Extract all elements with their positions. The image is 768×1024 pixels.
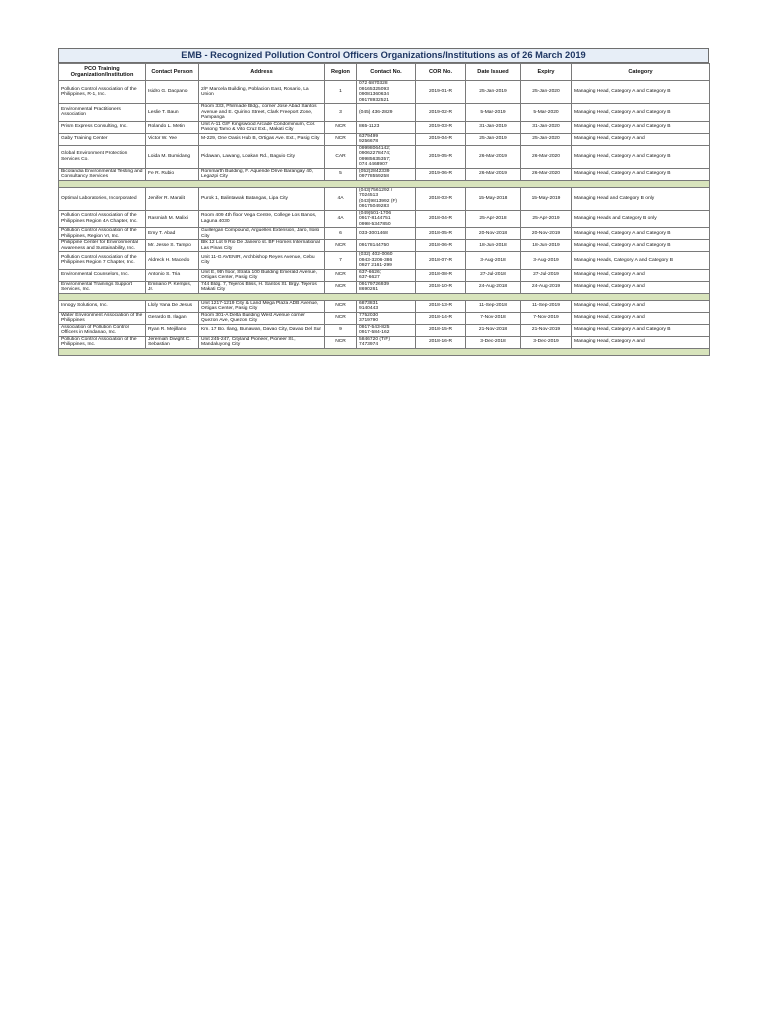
cell-contact-no: (052)2842339 09778559258	[357, 168, 416, 180]
cell-contact-person: Jeremiah Dwight C. Sebastian	[146, 336, 199, 348]
col-header-category: Category	[572, 64, 710, 81]
cell-contact-no: (049)501-1706 0917-8144751 0998-5347850	[357, 210, 416, 228]
cell-region: 6	[325, 228, 357, 240]
cell-contact-no: 09998064142; 09062278474; 09985635357; 074 4468907	[357, 145, 416, 168]
cell-cor-no: 2018-07-R	[416, 252, 466, 270]
cell-contact-no: 0917-543-825 0917-584-162	[357, 324, 416, 336]
cell-contact-no: 6379499 9256678	[357, 133, 416, 145]
cell-region: NCR	[325, 281, 357, 293]
cell-expiry: 11-Sep-2019	[521, 300, 572, 312]
cell-contact-person: Lloly Yana De Jesus	[146, 300, 199, 312]
col-header-region: Region	[325, 64, 357, 81]
cell-date-issued: 18-Jun-2018	[466, 240, 521, 252]
cell-category: Managing Head, Category A and	[572, 269, 710, 281]
cell-contact-no: 5846720 (T/F) 7473974	[357, 336, 416, 348]
cell-contact-no: 865-1123	[357, 121, 416, 133]
table-row	[59, 133, 710, 145]
cell-address: Unit 1217-1219 City & Land Mega Plaza ADB Avenue, Ortigas Center, Pasig City	[199, 300, 325, 312]
cell-contact-no: 09178144750	[357, 240, 416, 252]
cell-contact-person: Leslie T. Baun	[146, 104, 199, 122]
cell-date-issued: 31-Jan-2019	[466, 121, 521, 133]
cell-address: Unit E, 9th floor, Strata 100 Building Emerald Avenue, Ortigas Center, Pasig City	[199, 269, 325, 281]
cell-org: Prism Express Consulting, Inc.	[59, 121, 146, 133]
cell-contact-person: Gerardo B. Ilagan	[146, 312, 199, 324]
cell-contact-no: (043)7561292 / 7024513 (043)9813992 (F) 09175049283	[357, 187, 416, 210]
cell-contact-no: 09179726939 8690261	[357, 281, 416, 293]
cell-address: Guillergan Compound, Arguelles Extension, Jaro, Iloilo City	[199, 228, 325, 240]
cell-cor-no: 2019-05-R	[416, 145, 466, 168]
cell-cor-no: 2018-13-R	[416, 300, 466, 312]
table-row	[59, 252, 710, 270]
cell-org: Pollution Control Association of the Philippines, Region VI, Inc.	[59, 228, 146, 240]
cell-region: 1	[325, 81, 357, 104]
spreadsheet	[58, 48, 709, 356]
cell-category: Managing Head, Category A and Category B	[572, 228, 710, 240]
cell-region: 4A	[325, 210, 357, 228]
cell-date-issued: 21-Nov-2018	[466, 324, 521, 336]
cell-org: Bicolandia Environmental Testing and Consultancy Services	[59, 168, 146, 180]
cell-address: Rommarth Building, F. Aquende Drive Barangay 40, Legazpi City	[199, 168, 325, 180]
cell-address: Unit 11-G AVENIR, Archbishop Reyes Avenue, Cebu City	[199, 252, 325, 270]
table-row	[59, 312, 710, 324]
cell-region: 3	[325, 104, 357, 122]
cell-cor-no: 2018-16-R	[416, 336, 466, 348]
cell-date-issued: 27-Jul-2018	[466, 269, 521, 281]
col-header-cor-no: COR No.	[416, 64, 466, 81]
cell-org: Innogy Solutions, Inc.	[59, 300, 146, 312]
separator-cell	[59, 180, 710, 187]
cell-region: NCR	[325, 240, 357, 252]
table-row	[59, 104, 710, 122]
cell-date-issued: 15-May-2018	[466, 187, 521, 210]
cell-address: Unit 245-247, Cityland Pioneer, Pioneer St., Mandaluyong City	[199, 336, 325, 348]
cell-date-issued: 7-Nov-2018	[466, 312, 521, 324]
cell-contact-no: 033-3001468	[357, 228, 416, 240]
cell-region: NCR	[325, 312, 357, 324]
cell-category: Managing Head, Category A and	[572, 312, 710, 324]
table-row	[59, 81, 710, 104]
cell-contact-person: Antonio S. Tria	[146, 269, 199, 281]
cell-cor-no: 2019-01-R	[416, 81, 466, 104]
cell-address: 2/F Marcela Building, Poblacion East, Rosario, La Union	[199, 81, 325, 104]
cell-region: 9	[325, 324, 357, 336]
cell-expiry: 25-Jan-2020	[521, 81, 572, 104]
cell-cor-no: 2019-06-R	[416, 168, 466, 180]
cell-cor-no: 2018-06-R	[416, 240, 466, 252]
cell-category: Managing Head, Category A and Category B	[572, 121, 710, 133]
cell-contact-person: Victor W. Yee	[146, 133, 199, 145]
cell-org: Pollution Control Association of the Philippines, R-1, Inc.	[59, 81, 146, 104]
cell-category: Managing Head, Category A and	[572, 300, 710, 312]
table-row	[59, 210, 710, 228]
cell-date-issued: 25-Apr-2018	[466, 210, 521, 228]
cell-category: Managing Head, Category A and Category B	[572, 104, 710, 122]
cell-org: Environmental Counselors, Inc.	[59, 269, 146, 281]
cell-region: 7	[325, 252, 357, 270]
separator-cell	[59, 293, 710, 300]
cell-category: Managing Head, Category A and	[572, 336, 710, 348]
table-row	[59, 228, 710, 240]
cell-cor-no: 2019-02-R	[416, 104, 466, 122]
cell-category: Managing Heads and Category B only	[572, 210, 710, 228]
cell-expiry: 3-Aug-2019	[521, 252, 572, 270]
cell-expiry: 26-Mar-2020	[521, 168, 572, 180]
col-header-org: PCO Training Organization/Institution	[59, 64, 146, 81]
cell-org: Pollution Control Association of the Philippines Region 4A Chapter, Inc.	[59, 210, 146, 228]
cell-address: Room 409 4th floor Vega Centre, College Los Banos, Laguna 4030	[199, 210, 325, 228]
cell-contact-person: Rasmiah M. Malixi	[146, 210, 199, 228]
cell-address: Room 301-A Delta Building West Avenue corner Quezon Ave, Quezon City	[199, 312, 325, 324]
cell-date-issued: 26-Mar-2019	[466, 168, 521, 180]
cell-cor-no: 2019-04-R	[416, 133, 466, 145]
table-row	[59, 281, 710, 293]
cell-contact-person: Emiliano P. Kempis, Jr.	[146, 281, 199, 293]
cell-category: Managing Head and Category B only	[572, 187, 710, 210]
cell-org: Global Environment Protection Services Co.	[59, 145, 146, 168]
cell-region: NCR	[325, 336, 357, 348]
cell-expiry: 3-Dec-2019	[521, 336, 572, 348]
cell-category: Managing Head, Category A and	[572, 281, 710, 293]
cell-date-issued: 26-Mar-2019	[466, 145, 521, 168]
cell-category: Managing Head, Category A and	[572, 133, 710, 145]
cell-cor-no: 2018-04-R	[416, 210, 466, 228]
cell-expiry: 26-Mar-2020	[521, 145, 572, 168]
cell-contact-person: Isidro G. Dacpano	[146, 81, 199, 104]
cell-date-issued: 25-Jan-2019	[466, 81, 521, 104]
cell-contact-no: 637-6626; 637-6627	[357, 269, 416, 281]
cell-cor-no: 2019-03-R	[416, 121, 466, 133]
cell-address: Km. 17 Bo. Ilang, Bunawan, Davao City, Davao Del Sur	[199, 324, 325, 336]
cell-contact-no: 072 6870328 09165325093 09081360634 09178932521	[357, 81, 416, 104]
col-header-contact-person: Contact Person	[146, 64, 199, 81]
cell-org: Water Environment Association of the Philippines	[59, 312, 146, 324]
cell-contact-person: Aldreck H. Macedo	[146, 252, 199, 270]
separator-cell	[59, 348, 710, 355]
col-header-contact-no: Contact No.	[357, 64, 416, 81]
table-row	[59, 187, 710, 210]
cell-cor-no: 2018-15-R	[416, 324, 466, 336]
cell-org: Environmental Practitioners Association	[59, 104, 146, 122]
cell-category: Managing Head, Category A and Category B	[572, 81, 710, 104]
cell-date-issued: 5-Mar-2019	[466, 104, 521, 122]
cell-expiry: 15-May-2019	[521, 187, 572, 210]
header-row	[59, 64, 710, 81]
group-separator	[59, 348, 710, 355]
cell-expiry: 25-Apr-2019	[521, 210, 572, 228]
table-row	[59, 145, 710, 168]
table-row	[59, 240, 710, 252]
cell-org: Pollution Control Association of the Philippines, Inc.	[59, 336, 146, 348]
cell-expiry: 21-Nov-2019	[521, 324, 572, 336]
cell-cor-no: 2018-14-R	[416, 312, 466, 324]
cell-org: Optimal Laboratories, Incorporated	[59, 187, 146, 210]
col-header-expiry: Expiry	[521, 64, 572, 81]
cell-date-issued: 11-Sep-2018	[466, 300, 521, 312]
cell-contact-person: Loida M. Bumidang	[146, 145, 199, 168]
cell-expiry: 31-Jan-2020	[521, 121, 572, 133]
table-row	[59, 121, 710, 133]
cell-address: Unit A-11 G/F Kingswood Arcade Condominium, Cor. Pasong Tamo & Vito Cruz Ext., Makati City	[199, 121, 325, 133]
cell-region: NCR	[325, 121, 357, 133]
cell-category: Managing Head, Category A and Category B	[572, 324, 710, 336]
cell-org: Philippine Center for Environmental Awareness and Sustainability, Inc.	[59, 240, 146, 252]
cell-date-issued: 3-Dec-2018	[466, 336, 521, 348]
cell-contact-no: 6873831 9140443	[357, 300, 416, 312]
table-row	[59, 336, 710, 348]
cell-region: NCR	[325, 133, 357, 145]
cell-address: M-229, One Oasis Hub B, Ortigas Ave. Ext., Pasig City	[199, 133, 325, 145]
col-header-date-issued: Date Issued	[466, 64, 521, 81]
cell-org: Association of Pollution Control Officers in Mindanao, Inc.	[59, 324, 146, 336]
cell-contact-person: Fe R. Rubio	[146, 168, 199, 180]
cell-expiry: 20-Nov-2019	[521, 228, 572, 240]
cell-contact-no: (045) 436-2829	[357, 104, 416, 122]
group-separator	[59, 293, 710, 300]
cell-contact-person: Rolando L. Metin	[146, 121, 199, 133]
cell-date-issued: 24-Aug-2018	[466, 281, 521, 293]
cell-address: Blk 12 Lot 9 Rio De Janeiro st. BF Homes International Las Pinas City	[199, 240, 325, 252]
cell-date-issued: 20-Nov-2018	[466, 228, 521, 240]
table-row	[59, 324, 710, 336]
cell-address: Purok 1, Balintawak Batangas, Lipa City	[199, 187, 325, 210]
cell-region: 5	[325, 168, 357, 180]
cell-address: 744 Bldg. 7, Tejeros Bliss, H. Santos St. Brgy. Tejeros Makati City	[199, 281, 325, 293]
cell-cor-no: 2018-10-R	[416, 281, 466, 293]
group-separator	[59, 180, 710, 187]
cell-date-issued: 3-Aug-2018	[466, 252, 521, 270]
cell-date-issued: 25-Jan-2019	[466, 133, 521, 145]
pco-table	[58, 63, 710, 356]
cell-region: 4A	[325, 187, 357, 210]
cell-category: Managing Head, Category A and Category B	[572, 145, 710, 168]
cell-expiry: 25-Jan-2020	[521, 133, 572, 145]
table-row	[59, 300, 710, 312]
cell-category: Managing Heads, Category A and Category B	[572, 252, 710, 270]
cell-address: Room 333, Philmade Bldg., corner Jose Abad Santos Avenue and E. Quirino Street, Clark Freeport Zone, Pampanga	[199, 104, 325, 122]
col-header-address: Address	[199, 64, 325, 81]
cell-org: Environmental Trainings Support Services, Inc.	[59, 281, 146, 293]
cell-contact-no: (032) 402-0060 0943-3206-386 0927 2161-299	[357, 252, 416, 270]
table-row	[59, 168, 710, 180]
cell-org: Pollution Control Association of the Philippines Region 7 Chapter, Inc.	[59, 252, 146, 270]
cell-category: Managing Head, Category A and Category B	[572, 240, 710, 252]
cell-cor-no: 2018-03-R	[416, 187, 466, 210]
cell-address: Pidawan, Lawang, Loakan Rd., Baguio City	[199, 145, 325, 168]
cell-region: NCR	[325, 300, 357, 312]
cell-region: CAR	[325, 145, 357, 168]
cell-cor-no: 2018-08-R	[416, 269, 466, 281]
cell-contact-person: Mr. Jesse S. Tampo	[146, 240, 199, 252]
cell-expiry: 5-Mar-2020	[521, 104, 572, 122]
cell-expiry: 27-Jul-2019	[521, 269, 572, 281]
cell-org: Gaby Training Center	[59, 133, 146, 145]
cell-expiry: 24-Aug-2019	[521, 281, 572, 293]
cell-contact-no: 7752030 3719790	[357, 312, 416, 324]
table-body	[59, 81, 710, 356]
cell-contact-person: Jenifer R. Maralit	[146, 187, 199, 210]
table-row	[59, 269, 710, 281]
sheet-title: EMB - Recognized Pollution Control Officers Organizations/Institutions as of 26 March 2019	[58, 48, 709, 63]
cell-expiry: 18-Jun-2019	[521, 240, 572, 252]
cell-category: Managing Head, Category A and Category B	[572, 168, 710, 180]
cell-contact-person: Emy T. Abad	[146, 228, 199, 240]
cell-contact-person: Ryan R. Mejillano	[146, 324, 199, 336]
cell-cor-no: 2018-05-R	[416, 228, 466, 240]
cell-region: NCR	[325, 269, 357, 281]
cell-expiry: 7-Nov-2019	[521, 312, 572, 324]
